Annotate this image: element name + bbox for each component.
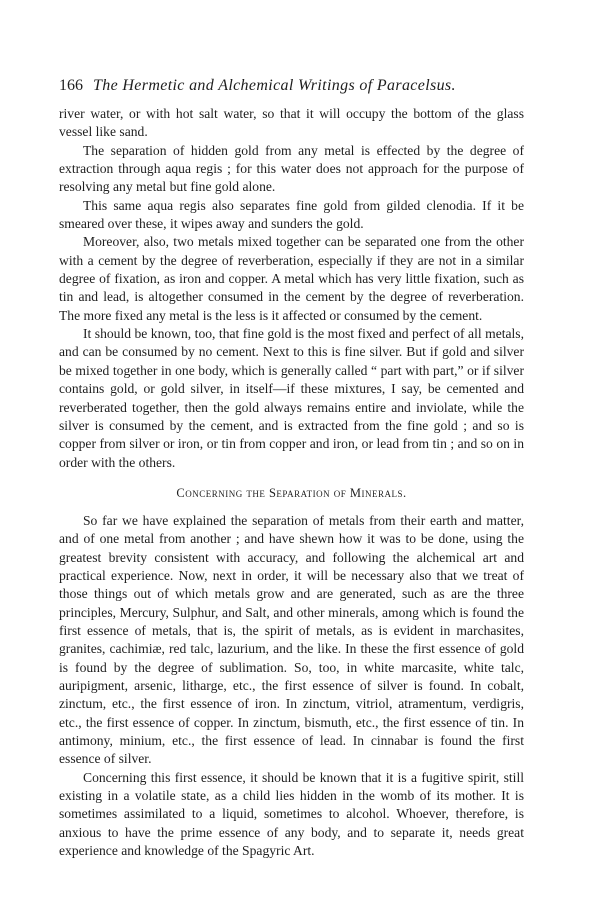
- paragraph-continued: river water, or with hot salt water, so that it will occupy the bottom of the glass vessel like sand.: [59, 106, 524, 140]
- paragraph-fine-gold: It should be known, too, that fine gold is the most fixed and perfect of all metals, and can be consumed by no cement. Next to this is fine silver. But if gold and silver be mixed together in one body, which is generally called “ part with part,” or if silver contains gold, or gold silver, in itself—if these mixtures, I say, be cemented and reverberated together, then the gold always remains entire and inviolate, while the silver is consumed by the cement, and is extracted from the fine gold ; and so is copper from silver or iron, or tin from copper and iron, or lead from tin ; and so on in order with the others.: [59, 326, 524, 470]
- paragraph-separation-of-minerals: So far we have explained the separation of metals from their earth and matter, and of one metal from another ; and have shewn how it was to be done, using the greatest brevity consistent with accuracy, and following the alchemical art and practical experience. Now, next in order, it will be necessary also that we treat of those things out of which metals grow and are generated, such as are the three principles, Mercury, Sulphur, and Salt, and other minerals, among which is found the first essence of metals, that is, the spirit of metals, as is evident in marchasites, granites, cachimiæ, red talc, lazurium, and the like. In these the first essence of gold is found by the degree of sublimation. So, too, in white marcasite, white talc, auripigment, arsenic, litharge, etc., the first essence of silver is found. In cobalt, zinctum, etc., the first essence of iron. In zinctum, vitriol, atramentum, verdigris, etc., the first essence of copper. In zinctum, bismuth, etc., the first essence of tin. In antimony, minium, etc., the first essence of lead. In cinnabar is found the first essence of silver.: [59, 512, 524, 767]
- book-page: [59, 76, 524, 860]
- running-header: [59, 76, 524, 96]
- paragraph-cement: Moreover, also, two metals mixed together can be separated one from the other with a cement by the degree of reverberation, especially if they are not in a similar degree of fixation, as iron and copper. A metal which has very little fixation, such as tin and lead, is altogether consumed in the cement by the degree of reverberation. The more fixed any metal is the less is it affected or consumed by the cement.: [59, 234, 524, 323]
- paragraph-clenodia: This same aqua regis also separates fine gold from gilded clenodia. If it be smeared over these, it wipes away and sunders the gold.: [59, 197, 524, 232]
- paragraph-first-essence: Concerning this first essence, it should be known that it is a fugitive spirit, still existing in a volatile state, as a child lies hidden in the womb of its mother. It is sometimes assimilated to a liquid, sometimes to alcohol. Whoever, therefore, is anxious to have the prime essence of any body, and to separate it, needs great experience and knowledge of the Spagyric Art.: [59, 769, 524, 859]
- running-title: The Hermetic and Alchemical Writings of Paracelsus.: [93, 77, 456, 94]
- section-heading: Concerning the Separation of Minerals.: [176, 485, 407, 500]
- page-number: 166: [59, 77, 83, 94]
- paragraph-aqua-regis: The separation of hidden gold from any metal is effected by the degree of extraction through aqua regis ; for this water does not approach for the purpose of resolving any metal but fine gold alone.: [59, 142, 524, 195]
